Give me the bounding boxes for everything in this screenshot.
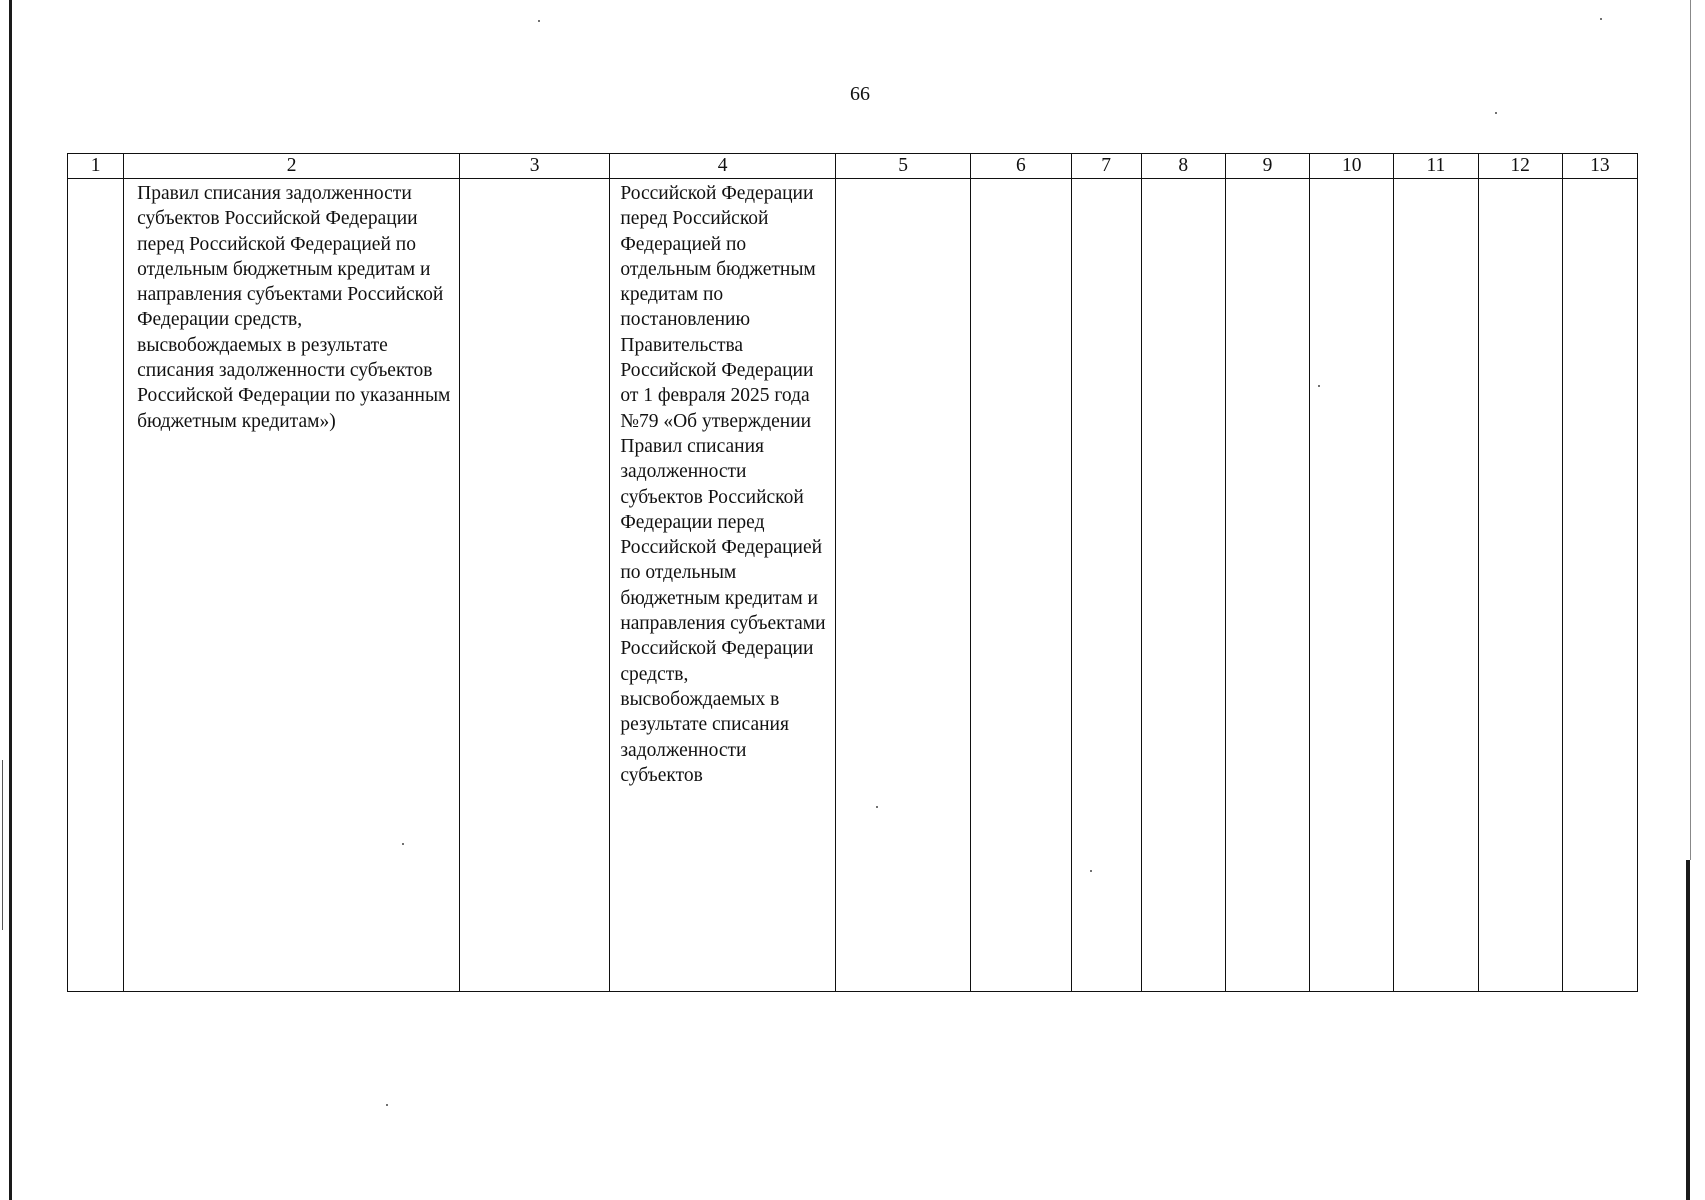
table-header-row xyxy=(68,154,1638,179)
column-header: 6 xyxy=(971,154,1071,179)
scan-edge-right xyxy=(1686,860,1690,1200)
scan-speck xyxy=(386,1104,388,1106)
column-header: 8 xyxy=(1141,154,1225,179)
column-header: 1 xyxy=(68,154,124,179)
column-header: 7 xyxy=(1071,154,1141,179)
cell-text-col4: Российской Федерации перед Российской Федерацией по отдельным бюджетным кредитам по постановлению Правительства Российской Федерации от 1 февраля 2025 года №79 «Об утверждении Правил списания задолженности субъектов Российской Федерации перед Российской Федерацией по отдельным бюджетным кредитам и направления субъектами Российской Федерации средств, высвобождаемых в результате списания задолженности субъектов xyxy=(620,183,826,786)
table-cell-col9 xyxy=(1225,179,1309,992)
column-header: 2 xyxy=(124,154,460,179)
table-cell-col4 xyxy=(610,179,836,992)
table-cell-col7 xyxy=(1071,179,1141,992)
cell-text-col2: Правил списания задолженности субъектов Российской Федерации перед Российской Федерацией по отдельным бюджетным кредитам и направления субъектами Российской Федерации средств, высвобождаемых в результате списания задолженности субъектов Российской Федерации по указанным бюджетным кредитам») xyxy=(137,183,451,432)
column-header: 11 xyxy=(1394,154,1478,179)
column-header: 13 xyxy=(1562,154,1637,179)
scan-speck xyxy=(1495,112,1497,114)
column-header: 10 xyxy=(1310,154,1394,179)
scan-edge-left-mark xyxy=(2,760,3,930)
scan-speck xyxy=(538,20,540,22)
table-cell-col11 xyxy=(1394,179,1478,992)
table-row xyxy=(68,179,1638,992)
table-cell-col5 xyxy=(835,179,970,992)
table-cell-col13 xyxy=(1562,179,1637,992)
scan-speck xyxy=(1600,18,1602,20)
table-cell-col1 xyxy=(68,179,124,992)
column-header: 9 xyxy=(1225,154,1309,179)
table-cell-col12 xyxy=(1478,179,1562,992)
column-header: 4 xyxy=(610,154,836,179)
scan-edge-left xyxy=(9,0,12,1200)
page-number: 66 xyxy=(850,83,870,105)
column-header: 3 xyxy=(459,154,609,179)
data-table xyxy=(67,153,1638,992)
table-cell-col2 xyxy=(124,179,460,992)
table-cell-col10 xyxy=(1310,179,1394,992)
table-cell-col6 xyxy=(971,179,1071,992)
column-header: 5 xyxy=(835,154,970,179)
column-header: 12 xyxy=(1478,154,1562,179)
table-cell-col8 xyxy=(1141,179,1225,992)
table-cell-col3 xyxy=(459,179,609,992)
scan-edge-right-mark xyxy=(1690,0,1691,860)
